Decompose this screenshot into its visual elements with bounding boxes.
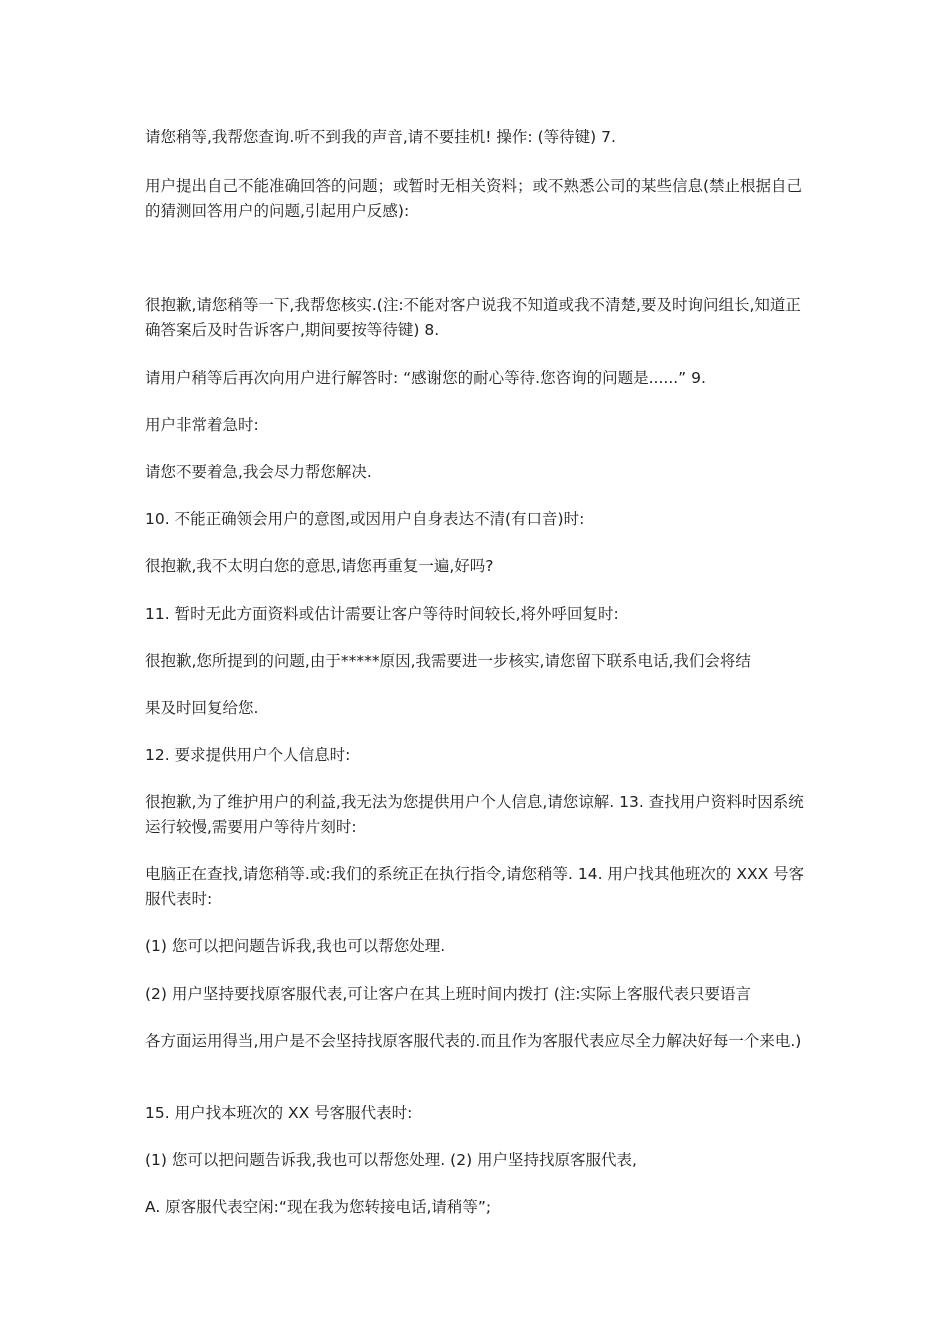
paragraph-16: (2) 用户坚持要找原客服代表,可让客户在其上班时间内拨打 (注:实际上客服代表只要语言 <box>145 985 752 1003</box>
paragraph-4: 请用户稍等后再次向用户进行解答时: “感谢您的耐心等待.您咨询的问题是......” 9. <box>145 369 706 387</box>
paragraph-13: 很抱歉,为了维护用户的利益,我无法为您提供用户个人信息,请您谅解. 13. 查找用户资料时因系统运行较慢,需要用户等待片刻时: <box>145 793 804 836</box>
paragraph-18: 15. 用户找本班次的 XX 号客服代表时: <box>145 1104 413 1122</box>
paragraph-14: 电脑正在查找,请您稍等.或:我们的系统正在执行指令,请您稍等. 14. 用户找其他班次的 XXX 号客服代表时: <box>145 865 805 908</box>
paragraph-7: 10. 不能正确领会用户的意图,或因用户自身表达不清(有口音)时: <box>145 510 585 528</box>
paragraph-20: A. 原客服代表空闲:“现在我为您转接电话,请稍等”; <box>145 1198 492 1216</box>
paragraph-5: 用户非常着急时: <box>145 416 259 434</box>
paragraph-12: 12. 要求提供用户个人信息时: <box>145 746 351 764</box>
paragraph-8: 很抱歉,我不太明白您的意思,请您再重复一遍,好吗? <box>145 557 494 575</box>
paragraph-17: 各方面运用得当,用户是不会坚持找原客服代表的.而且作为客服代表应尽全力解决好每一个来电.) <box>145 1032 802 1050</box>
paragraph-11: 果及时回复给您. <box>145 699 259 717</box>
paragraph-1: 请您稍等,我帮您查询.听不到我的声音,请不要挂机! 操作: (等待键) 7. <box>145 128 616 146</box>
paragraph-9: 11. 暂时无此方面资料或估计需要让客户等待时间较长,将外呼回复时: <box>145 605 619 623</box>
paragraph-15: (1) 您可以把问题告诉我,我也可以帮您处理. <box>145 937 446 955</box>
paragraph-10: 很抱歉,您所提到的问题,由于*****原因,我需要进一步核实,请您留下联系电话,我们会将结 <box>145 652 751 670</box>
paragraph-19: (1) 您可以把问题告诉我,我也可以帮您处理. (2) 用户坚持找原客服代表, <box>145 1151 637 1169</box>
paragraph-2: 用户提出自己不能准确回答的问题；或暂时无相关资料；或不熟悉公司的某些信息(禁止根据自己的猜测回答用户的问题,引起用户反感): <box>145 177 803 220</box>
paragraph-3: 很抱歉,请您稍等一下,我帮您核实.(注:不能对客户说我不知道或我不清楚,要及时询问组长,知道正确答案后及时告诉客户,期间要按等待键) 8. <box>145 296 801 339</box>
paragraph-6: 请您不要着急,我会尽力帮您解决. <box>145 463 372 481</box>
